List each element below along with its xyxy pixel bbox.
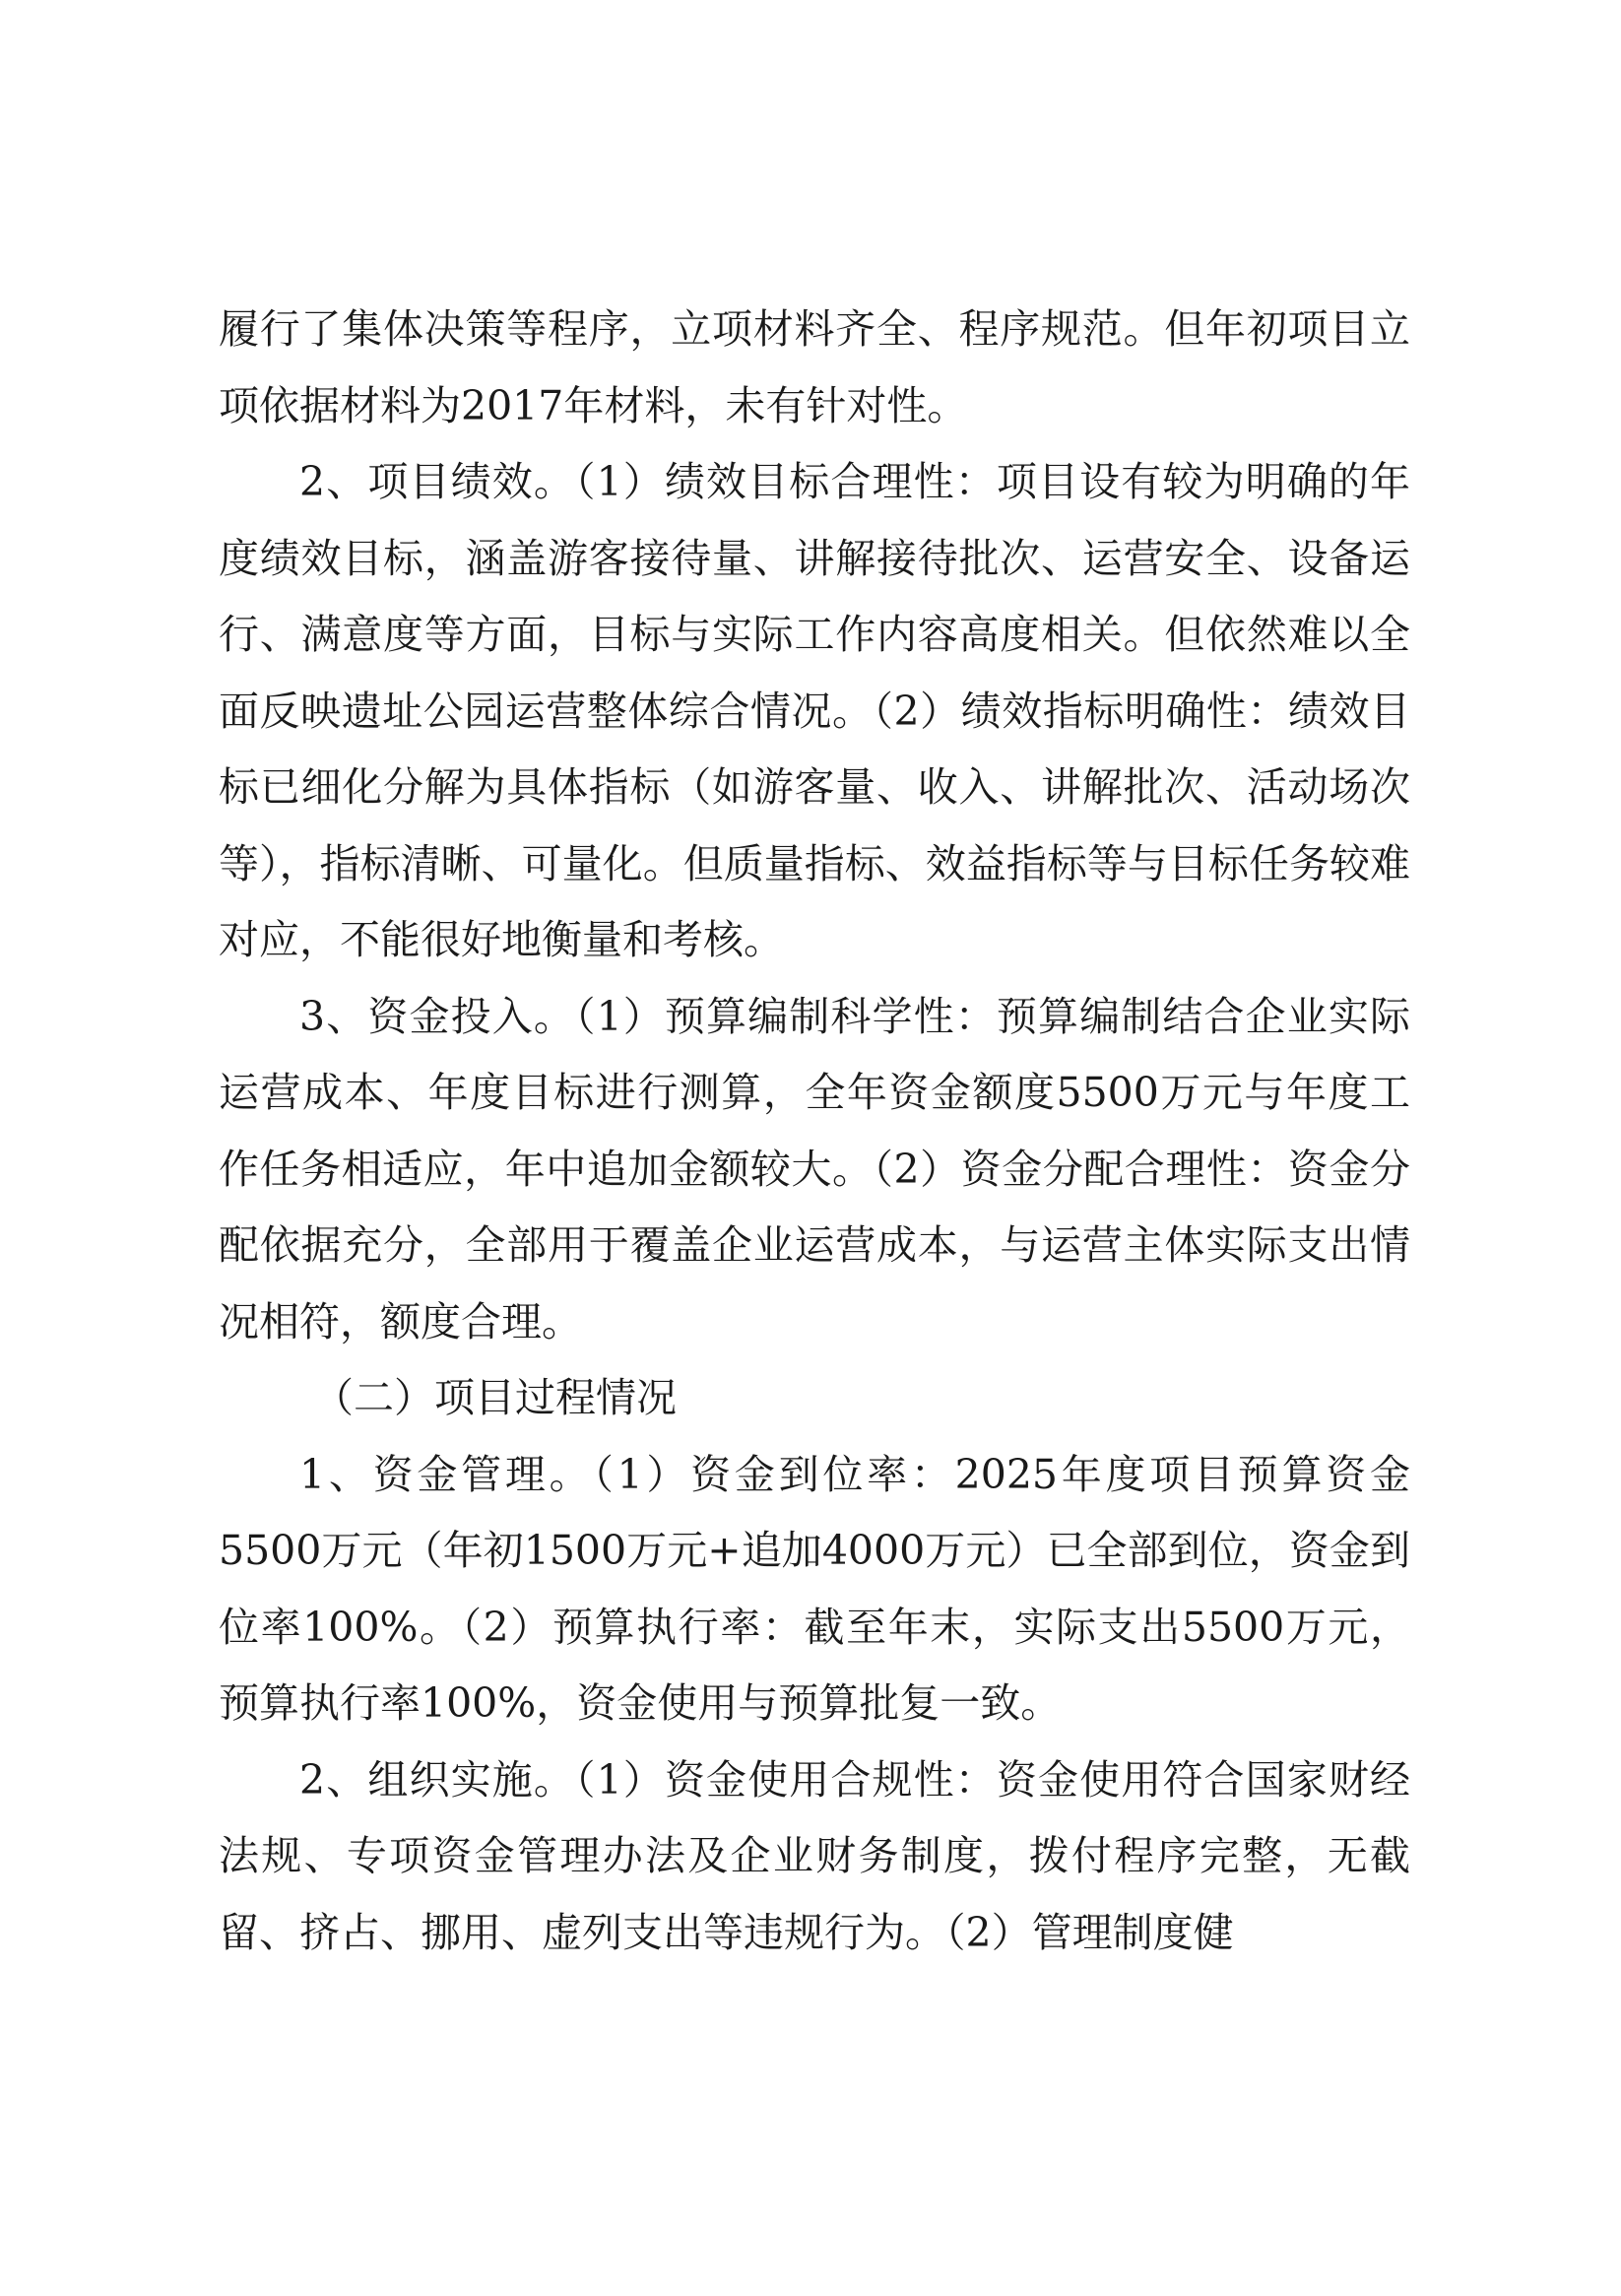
paragraph-continuation: 履行了集体决策等程序，立项材料齐全、程序规范。但年初项目立项依据材料为2017年材料，未有针对性。 — [219, 305, 1410, 429]
paragraph-project-performance: 2、项目绩效。（1）绩效目标合理性：项目设有较为明确的年度绩效目标，涵盖游客接待量、讲解接待批次、运营安全、设备运行、满意度等方面，目标与实际工作内容高度相关。但依然难以全面反映遗址公园运营整体综合情况。（2）绩效指标明确性：绩效目标已细化分解为具体指标（如游客量、收入、讲解批次、活动场次等），指标清晰、可量化。但质量指标、效益指标等与目标任务较难对应，不能很好地衡量和考核。 — [219, 458, 1410, 963]
paragraph-fund-management: 1、资金管理。（1）资金到位率：2025年度项目预算资金5500万元（年初1500万元+追加4000万元）已全部到位，资金到位率100%。（2）预算执行率：截至年末，实际支出5500万元，预算执行率100%，资金使用与预算批复一致。 — [219, 1450, 1410, 1727]
paragraph-organization: 2、组织实施。（1）资金使用合规性：资金使用符合国家财经法规、专项资金管理办法及企业财务制度，拨付程序完整，无截留、挤占、挪用、虚列支出等违规行为。（2）管理制度健 — [219, 1755, 1410, 1956]
section-heading-process: （二）项目过程情况 — [313, 1374, 677, 1421]
paragraph-fund-input: 3、资金投入。（1）预算编制科学性：预算编制结合企业实际运营成本、年度目标进行测算，全年资金额度5500万元与年度工作任务相适应，年中追加金额较大。（2）资金分配合理性：资金分配依据充分，全部用于覆盖企业运营成本，与运营主体实际支出情况相符，额度合理。 — [219, 992, 1410, 1345]
document-body — [219, 292, 1410, 1971]
